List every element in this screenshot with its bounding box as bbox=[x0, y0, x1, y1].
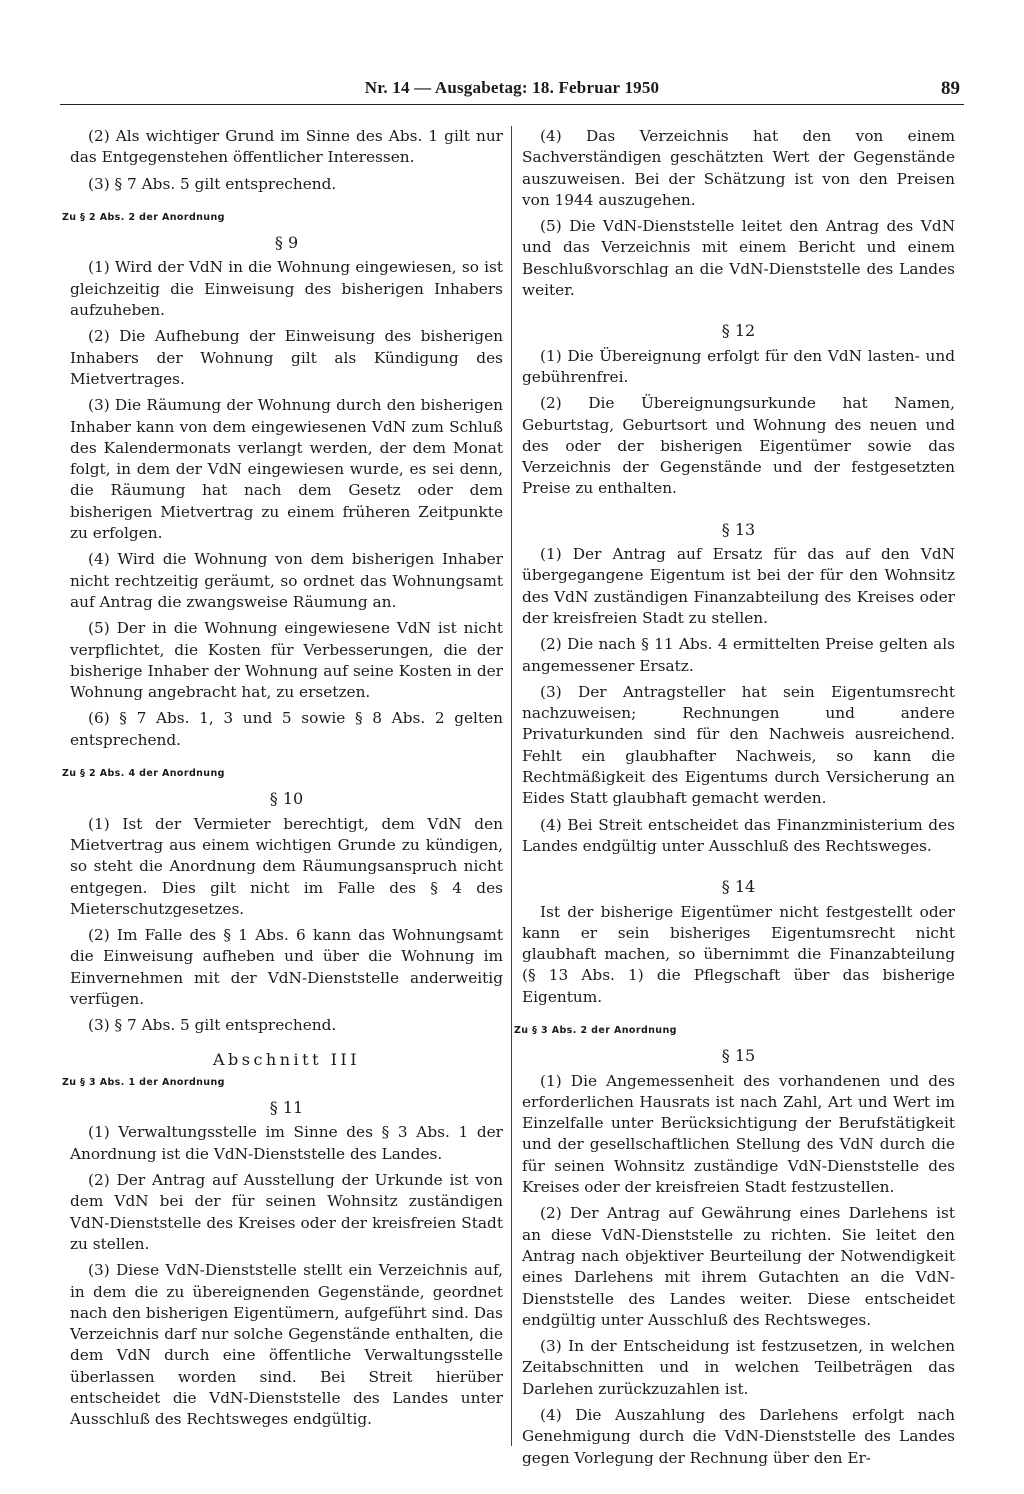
paragraph: (2) Die Übereignungsurkunde hat Namen, Geburtstag, Geburtsort und Wohnung des neuen und des oder der bisherigen Eigentümer sowie das Verzeichnis der Gegenstände und der festgesetzten Preise zu enthalten. bbox=[522, 394, 955, 498]
issue-line: Nr. 14 — Ausgabetag: 18. Februar 1950 bbox=[364, 78, 660, 97]
paragraph: (3) § 7 Abs. 5 gilt entsprechend. bbox=[88, 1016, 337, 1035]
section-reference: Zu § 3 Abs. 2 der Anordnung bbox=[514, 1024, 677, 1036]
paragraph: Ist der bisherige Eigentümer nicht festgestellt oder kann er sein bisheriges Eigentumsrecht nicht glaubhaft machen, so übernimmt die Finanzabteilung (§ 13 Abs. 1) die Pflegschaft über das bisherige Eigentum. bbox=[522, 902, 955, 1006]
spacer bbox=[522, 306, 955, 316]
paragraph: (1) Ist der Vermieter berechtigt, dem VdN den Mietvertrag aus einem wichtigen Grunde zu kündigen, so steht die Anordnung dem Räumungsanspruch nicht entgegen. Dies gilt nicht im Falle des § 4 des Mieterschutzgesetzes. bbox=[70, 814, 503, 918]
paragraph: (3) Der Antragsteller hat sein Eigentumsrecht nachzuweisen; Rechnungen und andere Privaturkunden sind für den Nachweis ausreichend. Fehlt ein glaubhafter Nachweis, so kann die Rechtmäßigkeit des Eigentums durch Versicherung an Eides Statt glaubhaft gemacht werden. bbox=[522, 682, 955, 808]
paragraph: (2) Als wichtiger Grund im Sinne des Abs. 1 gilt nur das Entgegenstehen öffentlicher Interessen. bbox=[70, 127, 503, 167]
spacer bbox=[522, 862, 955, 872]
paragraph: (6) § 7 Abs. 1, 3 und 5 sowie § 8 Abs. 2 gelten entsprechend. bbox=[70, 709, 503, 749]
column-divider bbox=[511, 126, 512, 1446]
left-column bbox=[62, 126, 503, 1436]
paragraph: (1) Der Antrag auf Ersatz für das auf den VdN übergegangene Eigentum ist bei der für den Wohnsitz des VdN zuständigen Finanzabteilung des Kreises oder der kreisfreien Stadt zu stellen. bbox=[522, 545, 955, 627]
paragraph: (3) In der Entscheidung ist festzusetzen, in welchen Zeitabschnitten und in welchen Teilbeträgen das Darlehen zurückzuzahlen ist. bbox=[522, 1337, 955, 1398]
paragraph: (3) § 7 Abs. 5 gilt entsprechend. bbox=[88, 174, 337, 193]
section-reference: Zu § 3 Abs. 1 der Anordnung bbox=[62, 1076, 225, 1088]
paragraph: (5) Die VdN-Dienststelle leitet den Antrag des VdN und das Verzeichnis mit einem Bericht und einem Beschlußvorschlag an die VdN-Dienststelle des Landes weiter. bbox=[522, 217, 955, 300]
paragraph: (4) Die Auszahlung des Darlehens erfolgt nach Genehmigung durch die VdN-Dienststelle des Landes gegen Vorlegung der Rechnung über den Er- bbox=[522, 1406, 955, 1467]
page-header bbox=[60, 76, 964, 105]
paragraph: (5) Der in die Wohnung eingewiesene VdN ist nicht verpflichtet, die Kosten für Verbesserungen, die der bisherige Inhaber der Wohnung auf seine Kosten in der Wohnung angebracht hat, zu ersetzen. bbox=[70, 619, 503, 702]
right-column bbox=[514, 126, 955, 1474]
section-reference: Zu § 2 Abs. 4 der Anordnung bbox=[62, 768, 225, 780]
paragraph: (4) Das Verzeichnis hat den von einem Sachverständigen geschätzten Wert der Gegenstände auszuweisen. Bei der Schätzung ist von den Preisen von 1944 auszugehen. bbox=[522, 127, 955, 209]
page-number: 89 bbox=[941, 78, 960, 99]
section-heading: § 15 bbox=[721, 1046, 756, 1066]
section-heading: § 11 bbox=[269, 1098, 304, 1118]
paragraph: (4) Wird die Wohnung von dem bisherigen Inhaber nicht rechtzeitig geräumt, so ordnet das Wohnungsamt auf Antrag die zwangsweise Räumung an. bbox=[70, 550, 503, 611]
paragraph: (4) Bei Streit entscheidet das Finanzministerium des Landes endgültig unter Ausschluß des Rechtsweges. bbox=[522, 815, 955, 855]
paragraph: (2) Die nach § 11 Abs. 4 ermittelten Preise gelten als angemessener Ersatz. bbox=[522, 635, 955, 675]
paragraph: (3) Die Räumung der Wohnung durch den bisherigen Inhaber kann von dem eingewiesenen VdN zum Schluß des Kalendermonats verlangt werden, der dem Monat folgt, in dem der VdN eingewiesen wurde, es sei denn, die Räumung hat nach dem Gesetz oder dem bisherigen Mietvertrag zu einem früheren Zeitpunkte zu erfolgen. bbox=[70, 396, 503, 543]
paragraph: (2) Der Antrag auf Gewährung eines Darlehens ist an diese VdN-Dienststelle zu richten. Sie leitet den Antrag nach objektiver Beurteilung der Notwendigkeit eines Darlehens mit ihrem Gutachten an die VdN-Dienststelle des Landes weiter. Diese entscheidet endgültig unter Ausschluß des Rechtsweges. bbox=[522, 1204, 955, 1329]
section-reference: Zu § 2 Abs. 2 der Anordnung bbox=[62, 211, 225, 223]
section-heading: § 10 bbox=[269, 789, 304, 809]
paragraph: (2) Im Falle des § 1 Abs. 6 kann das Wohnungsamt die Einweisung aufheben und über die Wohnung im Einvernehmen mit der VdN-Dienststelle anderweitig verfügen. bbox=[70, 926, 503, 1008]
paragraph: (3) Diese VdN-Dienststelle stellt ein Verzeichnis auf, in dem die zu übereignenden Gegenstände, geordnet nach den bisherigen Eigentümern, aufgeführt sind. Das Verzeichnis darf nur solche Gegenstände enthalten, die dem VdN durch eine öffentliche Verwaltungsstelle überlassen worden sind. Bei Streit hierüber entscheidet die VdN-Dienststelle des Landes unter Ausschluß des Rechtsweges endgültig. bbox=[70, 1261, 503, 1429]
section-heading: § 13 bbox=[721, 519, 756, 539]
section-heading: § 9 bbox=[274, 233, 299, 253]
paragraph: (1) Verwaltungsstelle im Sinne des § 3 Abs. 1 der Anordnung ist die VdN-Dienststelle des Landes. bbox=[70, 1123, 503, 1163]
paragraph: (1) Die Übereignung erfolgt für den VdN lasten- und gebührenfrei. bbox=[522, 346, 955, 386]
section-heading: § 12 bbox=[721, 321, 756, 341]
spacer bbox=[522, 505, 955, 515]
chapter-heading: Abschnitt III bbox=[212, 1049, 361, 1069]
paragraph: (1) Die Angemessenheit des vorhandenen und des erforderlichen Hausrats ist nach Zahl, Art und Wert im Einzelfalle unter Berücksichtigung der Berufstätigkeit und der gesellschaftlichen Stellung des VdN durch die für seinen Wohnsitz zuständige VdN-Dienststelle des Kreises oder der kreisfreien Stadt festzustellen. bbox=[522, 1071, 955, 1197]
paragraph: (2) Die Aufhebung der Einweisung des bisherigen Inhabers der Wohnung gilt als Kündigung des Mietvertrages. bbox=[70, 327, 503, 388]
paragraph: (1) Wird der VdN in die Wohnung eingewiesen, so ist gleichzeitig die Einweisung des bisherigen Inhabers aufzuheben. bbox=[70, 258, 503, 320]
section-heading: § 14 bbox=[721, 877, 756, 897]
paragraph: (2) Der Antrag auf Ausstellung der Urkunde ist von dem VdN bei der für seinen Wohnsitz zuständigen VdN-Dienststelle des Kreises oder der kreisfreien Stadt zu stellen. bbox=[70, 1171, 503, 1253]
